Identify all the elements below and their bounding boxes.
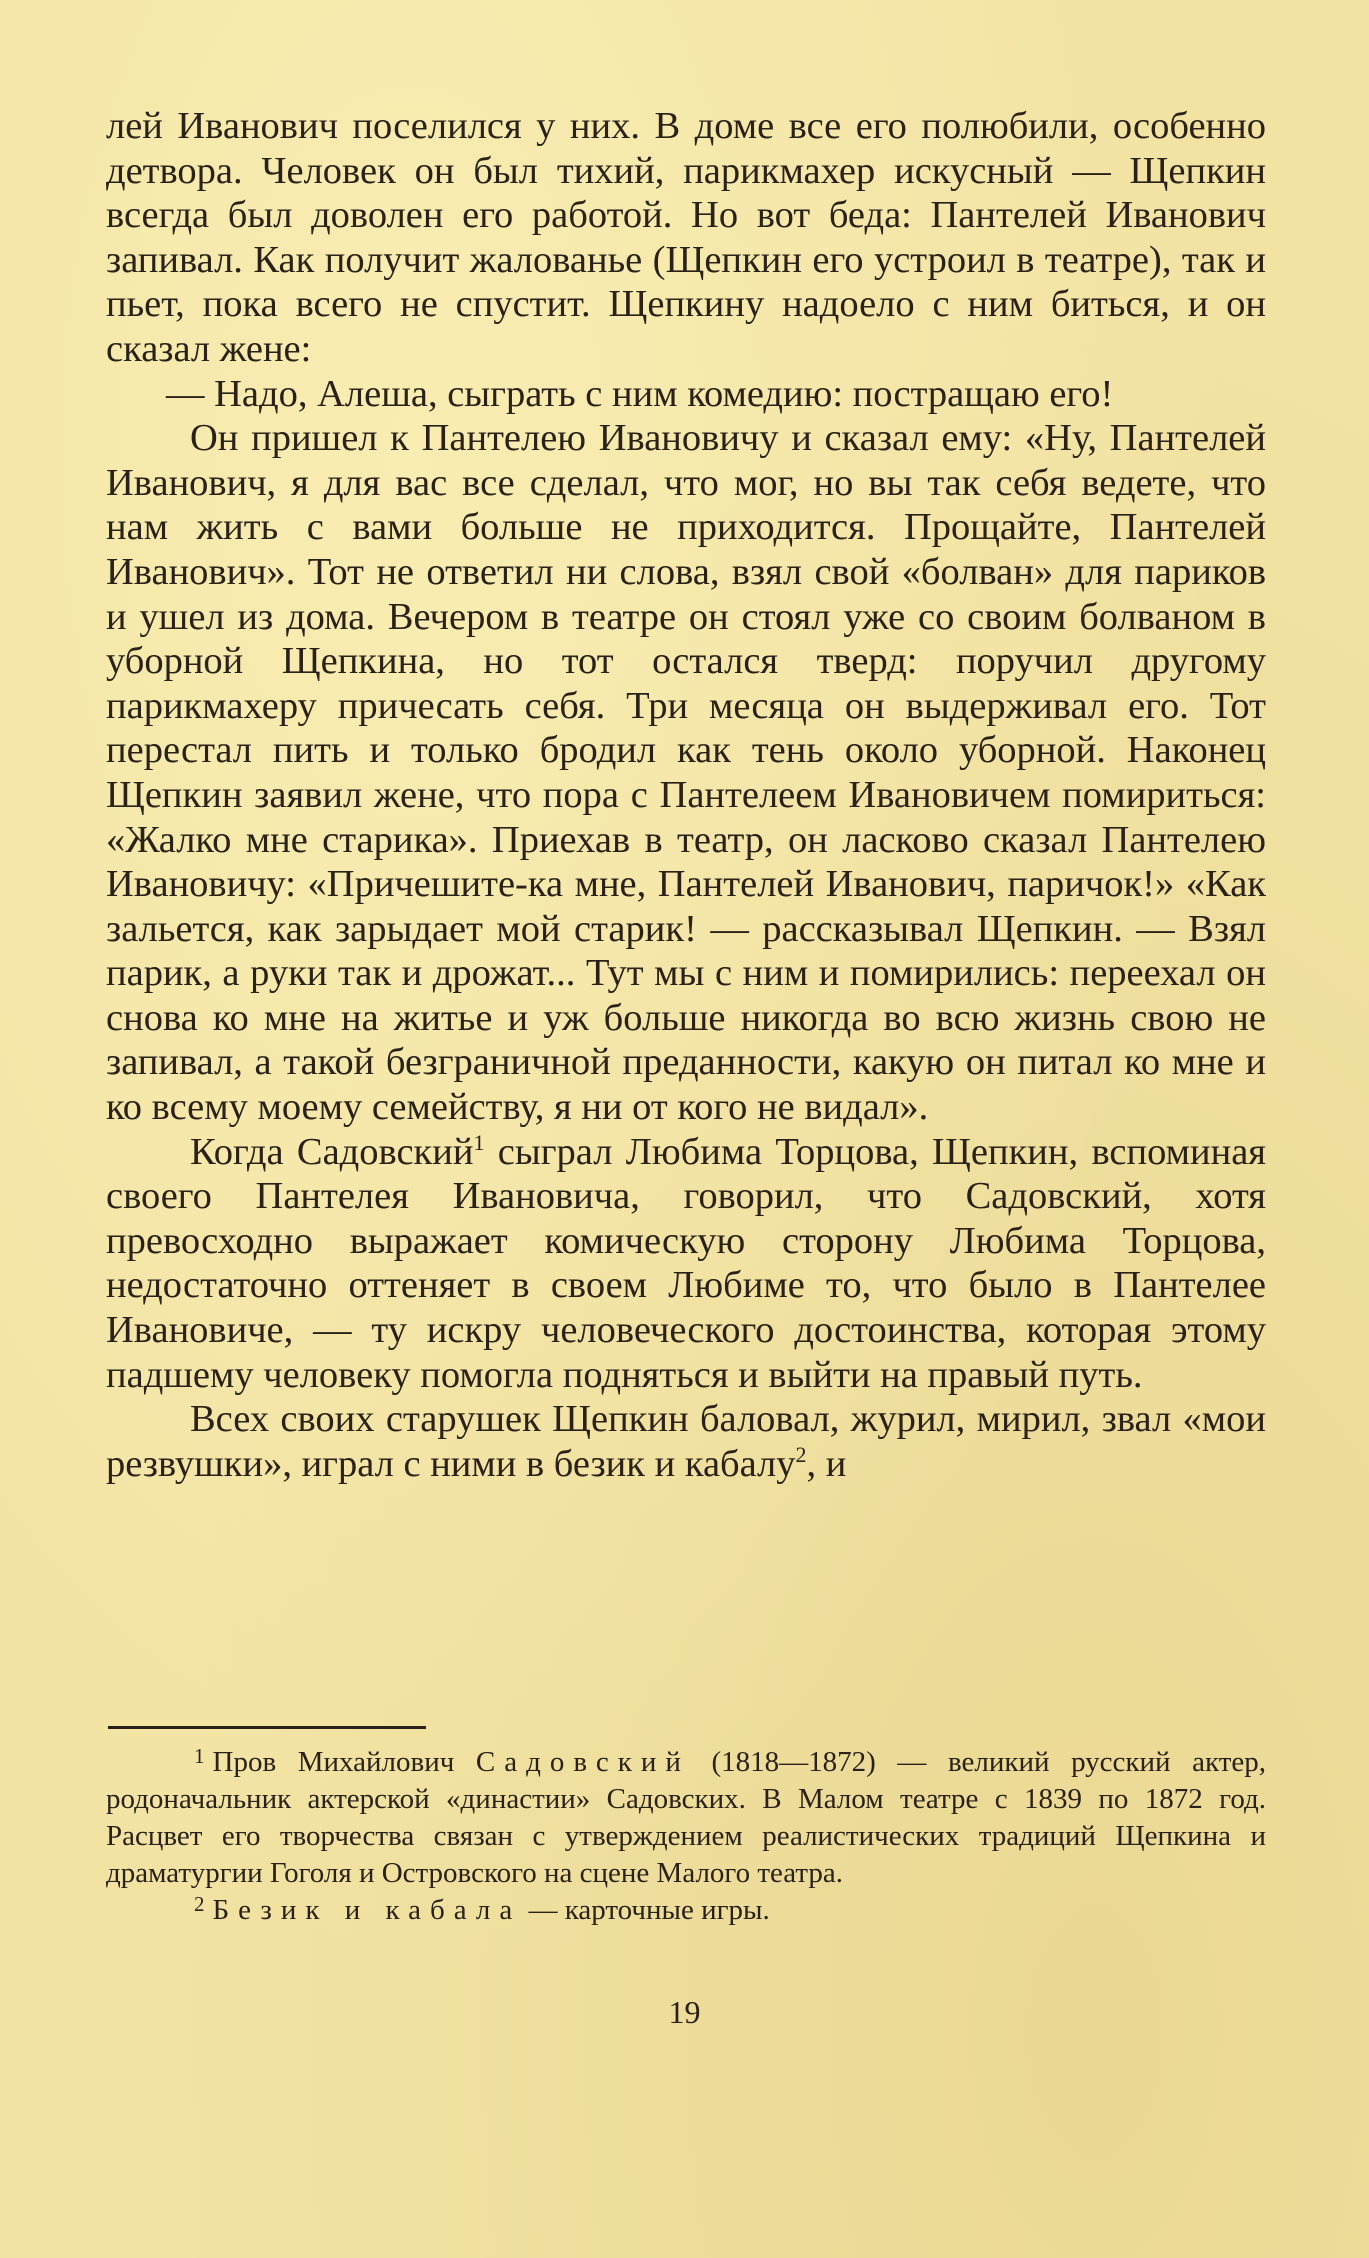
footnote-text: — карточные игры.	[521, 1894, 770, 1926]
paragraph-5-end: , и	[806, 1442, 847, 1485]
paragraph-5	[106, 1397, 1266, 1486]
page-number: 19	[668, 1994, 701, 2030]
paragraph-4	[106, 1130, 1266, 1398]
paragraph-3: Он пришел к Пантелею Ивановичу и сказал ему: «Ну, Пантелей Иванович, я для вас все сделал, что мог, но вы так себя ведете, что нам жить с вами больше не приходится. Прощайте, Пантелей Иванович». Тот не ответил ни слова, взял свой «болван» для париков и ушел из дома. Вечером в театре он стоял уже со своим болваном в уборной Щепкина, но тот остался тверд: поручил другому парикмахеру причесать себя. Три месяца он выдерживал его. Тот перестал пить и только бродил как тень около уборной. Наконец Щепкин заявил жене, что пора с Пантелеем Ивановичем помириться: «Жалко мне старика». Приехав в театр, он ласково сказал Пантелею Ивановичу: «Причешите-ка мне, Пантелей Иванович, паричок!» «Как зальется, как зарыдает мой старик! — рассказывал Щепкин. — Взял парик, а руки так и дрожат... Тут мы с ним и помирились: переехал он снова ко мне на житье и уж больше никогда во всю жизнь свою не запивал, а такой безграничной преданности, какую он питал ко мне и ко всему моему семейству, я ни от кого не видал».	[106, 417, 1266, 1129]
footnote-ref-2: 2	[795, 1441, 807, 1467]
footnotes	[106, 1744, 1266, 1929]
footnote-name: Пров Михайлович	[212, 1746, 455, 1778]
footnote-number: 2	[194, 1892, 205, 1916]
paragraph-4-end: сыграл Любима Торцова, Щепкин, вспоминая своего Пантелея Ивановича, говорил, что Садовский, хотя превосходно выражает комическую сторону Любима Торцова, недостаточно оттеняет в своем Любиме то, что было в Пантелее Ивановиче, — ту искру человеческого достоинства, которая этому падшему человеку помогла подняться и выйти на правый путь.	[106, 1130, 1266, 1396]
footnote-spaced-term: Садовский	[475, 1746, 690, 1778]
footnote-1	[106, 1744, 1266, 1892]
footnote-2	[106, 1892, 1266, 1929]
footnote-spaced-term: Безик и кабала	[212, 1894, 522, 1926]
footnote-ref-1: 1	[473, 1129, 485, 1155]
paragraph-1: лей Иванович поселился у них. В доме все его полюбили, особенно детвора. Человек он был тихий, парикмахер искусный — Щепкин всегда был доволен его работой. Но вот беда: Пантелей Иванович запивал. Как получит жалованье (Щепкин его устроил в театре), так и пьет, пока всего не спустит. Щепкину надоело с ним биться, и он сказал жене:	[106, 105, 1266, 370]
body-text	[106, 104, 1266, 1486]
paragraph-2: — Надо, Алеша, сыграть с ним комедию: постращаю его!	[166, 372, 1114, 415]
footnote-number: 1	[194, 1744, 205, 1768]
paragraph-5-start: Всех своих старушек Щепкин баловал, журил, мирил, звал «мои резвушки», играл с ними в безик и кабалу	[106, 1398, 1266, 1485]
footnote-text: (1818—1872) — великий русский актер, родоначальник актерской «династии» Садовских. В Малом театре с 1839 по 1872 год. Расцвет его творчества связан с утверждением реалистических традиций Щепкина и драматургии Гоголя и Островского на сцене Малого театра.	[106, 1746, 1267, 1889]
footnote-separator	[108, 1726, 426, 1729]
paragraph-4-start: Когда Садовский	[190, 1130, 474, 1173]
